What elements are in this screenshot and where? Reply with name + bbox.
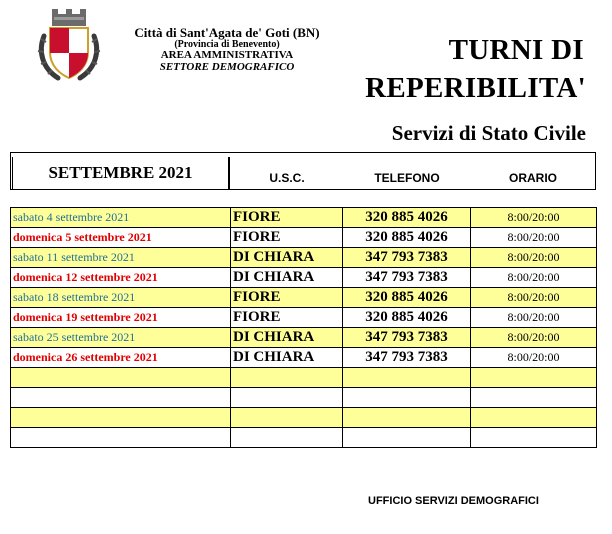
hours-cell: 8:00/20:00 (471, 268, 597, 288)
schedule-table (10, 207, 597, 448)
month-label: SETTEMBRE 2021 (12, 157, 230, 189)
phone-cell: 347 793 7383 (343, 348, 471, 368)
table-row (11, 208, 597, 228)
empty-cell (11, 368, 231, 388)
usc-cell: FIORE (231, 288, 343, 308)
table-row-empty (11, 408, 597, 428)
date-cell: sabato 18 settembre 2021 (11, 288, 231, 308)
phone-cell: 320 885 4026 (343, 288, 471, 308)
column-header-orario: ORARIO (509, 171, 557, 185)
document-title-line2: REPERIBILITA' (365, 72, 586, 104)
table-row-empty (11, 428, 597, 448)
phone-cell: 320 885 4026 (343, 308, 471, 328)
document-subtitle: Servizi di Stato Civile (391, 121, 586, 145)
empty-cell (471, 408, 597, 428)
empty-cell (231, 408, 343, 428)
empty-cell (471, 368, 597, 388)
empty-cell (231, 368, 343, 388)
usc-cell: DI CHIARA (231, 248, 343, 268)
footer-office-name: UFFICIO SERVIZI DEMOGRAFICI (368, 495, 539, 507)
phone-cell: 347 793 7383 (343, 268, 471, 288)
table-row (11, 348, 597, 368)
date-cell: domenica 12 settembre 2021 (11, 268, 231, 288)
hours-cell: 8:00/20:00 (471, 208, 597, 228)
date-cell: sabato 4 settembre 2021 (11, 208, 231, 228)
area-name: AREA AMMINISTRATIVA (160, 49, 294, 62)
usc-cell: DI CHIARA (231, 328, 343, 348)
empty-cell (343, 388, 471, 408)
empty-cell (471, 388, 597, 408)
empty-cell (11, 408, 231, 428)
usc-cell: FIORE (231, 228, 343, 248)
empty-cell (343, 428, 471, 448)
empty-cell (11, 428, 231, 448)
date-cell: domenica 19 settembre 2021 (11, 308, 231, 328)
table-row (11, 268, 597, 288)
table-row (11, 308, 597, 328)
phone-cell: 347 793 7383 (343, 248, 471, 268)
phone-cell: 320 885 4026 (343, 208, 471, 228)
organization-block (112, 26, 342, 73)
empty-cell (343, 368, 471, 388)
usc-cell: DI CHIARA (231, 348, 343, 368)
hours-cell: 8:00/20:00 (471, 228, 597, 248)
usc-cell: FIORE (231, 208, 343, 228)
hours-cell: 8:00/20:00 (471, 348, 597, 368)
column-header-telefono: TELEFONO (374, 171, 440, 185)
table-row (11, 288, 597, 308)
empty-cell (343, 408, 471, 428)
province-name: (Provincia di Benevento) (174, 38, 280, 50)
date-cell: sabato 11 settembre 2021 (11, 248, 231, 268)
date-cell: domenica 5 settembre 2021 (11, 228, 231, 248)
sector-name: SETTORE DEMOGRAFICO (159, 60, 295, 73)
empty-cell (231, 428, 343, 448)
usc-cell: DI CHIARA (231, 268, 343, 288)
empty-cell (471, 428, 597, 448)
table-row-empty (11, 368, 597, 388)
hours-cell: 8:00/20:00 (471, 328, 597, 348)
hours-cell: 8:00/20:00 (471, 308, 597, 328)
empty-cell (11, 388, 231, 408)
usc-cell: FIORE (231, 308, 343, 328)
empty-cell (231, 388, 343, 408)
coat-of-arms-icon (36, 6, 102, 84)
city-name: Città di Sant'Agata de' Goti (BN) (134, 25, 320, 40)
date-cell: domenica 26 settembre 2021 (11, 348, 231, 368)
table-row-empty (11, 388, 597, 408)
phone-cell: 320 885 4026 (343, 228, 471, 248)
hours-cell: 8:00/20:00 (471, 288, 597, 308)
table-row (11, 328, 597, 348)
phone-cell: 347 793 7383 (343, 328, 471, 348)
date-cell: sabato 25 settembre 2021 (11, 328, 231, 348)
document-title-line1: TURNI DI (448, 34, 584, 66)
hours-cell: 8:00/20:00 (471, 248, 597, 268)
table-row (11, 248, 597, 268)
table-row (11, 228, 597, 248)
column-header-usc: U.S.C. (269, 171, 305, 185)
